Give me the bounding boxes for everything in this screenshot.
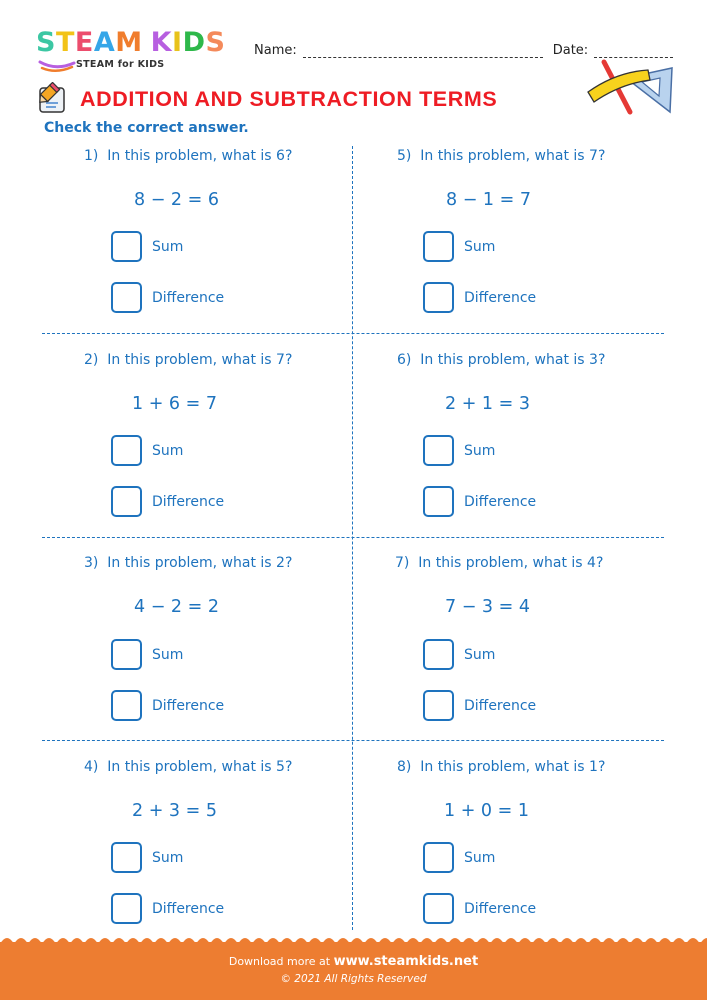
option-difference[interactable] — [111, 893, 224, 924]
problem-question: In this problem, what is 5? — [107, 759, 293, 775]
logo-wordmark — [36, 28, 225, 58]
option-label: Sum — [464, 646, 496, 663]
option-label: Sum — [464, 442, 496, 459]
difference-checkbox[interactable] — [111, 486, 142, 517]
problem-2 — [84, 352, 384, 552]
problem-question: In this problem, what is 1? — [420, 759, 606, 775]
option-sum[interactable] — [423, 842, 495, 873]
sum-checkbox[interactable] — [423, 842, 454, 873]
problem-number: 6) — [397, 352, 412, 368]
name-date-fields — [254, 38, 673, 58]
option-label: Difference — [152, 289, 225, 306]
problem-question: In this problem, what is 2? — [107, 555, 293, 571]
problem-5 — [397, 148, 697, 348]
logo-letter: S — [205, 27, 226, 58]
date-label: Date: — [552, 43, 589, 58]
problem-8 — [397, 759, 697, 959]
question-text — [397, 148, 605, 164]
option-difference[interactable] — [111, 486, 224, 517]
date-field[interactable] — [594, 46, 673, 58]
problem-number: 5) — [397, 148, 412, 164]
problem-equation: 2 + 3 = 5 — [132, 801, 217, 821]
footer-copyright: © 2021 All Rights Reserved — [280, 973, 427, 985]
problem-3 — [84, 555, 384, 755]
difference-checkbox[interactable] — [423, 690, 454, 721]
problem-6 — [397, 352, 697, 552]
instruction-text: Check the correct answer. — [44, 120, 249, 136]
problem-question: In this problem, what is 4? — [418, 555, 604, 571]
logo-letter: A — [93, 27, 116, 58]
option-sum[interactable] — [423, 435, 495, 466]
option-difference[interactable] — [423, 486, 536, 517]
name-field[interactable] — [303, 46, 543, 58]
problem-equation: 8 − 2 = 6 — [134, 190, 219, 210]
logo-letter: D — [182, 27, 206, 58]
option-label: Sum — [152, 238, 184, 255]
ruler-pencil-triangle-icon — [586, 58, 676, 118]
problem-question: In this problem, what is 3? — [420, 352, 606, 368]
problem-1 — [84, 148, 384, 348]
option-label: Difference — [464, 493, 537, 510]
footer-scallop-edge — [0, 934, 707, 944]
logo-tagline: STEAM for KIDS — [76, 59, 165, 70]
problem-7 — [395, 555, 695, 755]
option-label: Difference — [152, 900, 225, 917]
option-sum[interactable] — [423, 231, 495, 262]
difference-checkbox[interactable] — [423, 893, 454, 924]
problem-number: 1) — [84, 148, 99, 164]
option-label: Difference — [464, 900, 537, 917]
problem-number: 8) — [397, 759, 412, 775]
question-text — [84, 148, 292, 164]
worksheet-title: ADDITION AND SUBTRACTION TERMS — [80, 86, 498, 111]
sum-checkbox[interactable] — [111, 639, 142, 670]
problem-equation: 8 − 1 = 7 — [446, 190, 531, 210]
difference-checkbox[interactable] — [111, 282, 142, 313]
option-sum[interactable] — [111, 435, 183, 466]
logo-letter: K — [150, 27, 173, 58]
question-text — [84, 759, 292, 775]
option-difference[interactable] — [423, 282, 536, 313]
difference-checkbox[interactable] — [423, 282, 454, 313]
problem-equation: 4 − 2 = 2 — [134, 597, 219, 617]
problem-equation: 2 + 1 = 3 — [445, 394, 530, 414]
question-text — [395, 555, 603, 571]
option-label: Difference — [152, 697, 225, 714]
problem-question: In this problem, what is 7? — [420, 148, 606, 164]
option-label: Difference — [152, 493, 225, 510]
download-text: Download more at — [228, 955, 334, 968]
problem-number: 3) — [84, 555, 99, 571]
option-label: Sum — [464, 238, 496, 255]
option-sum[interactable] — [423, 639, 495, 670]
problem-equation: 1 + 6 = 7 — [132, 394, 217, 414]
problem-number: 7) — [395, 555, 410, 571]
sum-checkbox[interactable] — [111, 435, 142, 466]
option-difference[interactable] — [423, 893, 536, 924]
difference-checkbox[interactable] — [111, 690, 142, 721]
option-sum[interactable] — [111, 231, 183, 262]
option-sum[interactable] — [111, 842, 183, 873]
sum-checkbox[interactable] — [423, 639, 454, 670]
question-text — [84, 352, 292, 368]
sum-checkbox[interactable] — [111, 842, 142, 873]
title-row — [36, 82, 497, 116]
logo-letter: E — [74, 27, 94, 58]
option-label: Sum — [464, 849, 496, 866]
logo-letter: T — [55, 27, 75, 58]
worksheet-pencil-icon — [36, 82, 70, 116]
option-sum[interactable] — [111, 639, 183, 670]
problem-equation: 1 + 0 = 1 — [444, 801, 529, 821]
problem-number: 4) — [84, 759, 99, 775]
problem-question: In this problem, what is 6? — [107, 148, 293, 164]
sum-checkbox[interactable] — [423, 231, 454, 262]
option-label: Sum — [152, 849, 184, 866]
logo-swoosh-icon — [38, 59, 76, 73]
question-text — [84, 555, 292, 571]
option-label: Difference — [464, 697, 537, 714]
option-difference[interactable] — [111, 690, 224, 721]
logo-letter: I — [172, 27, 183, 58]
steam-kids-logo — [36, 28, 236, 76]
problem-question: In this problem, what is 7? — [107, 352, 293, 368]
difference-checkbox[interactable] — [111, 893, 142, 924]
website-link[interactable]: www.steamkids.net — [333, 954, 479, 969]
difference-checkbox[interactable] — [423, 486, 454, 517]
problem-number: 2) — [84, 352, 99, 368]
footer-download — [0, 954, 707, 969]
logo-letter: S — [36, 27, 56, 58]
option-label: Sum — [152, 442, 184, 459]
option-label: Difference — [464, 289, 537, 306]
sum-checkbox[interactable] — [111, 231, 142, 262]
footer — [0, 942, 707, 1000]
option-difference[interactable] — [111, 282, 224, 313]
problem-equation: 7 − 3 = 4 — [445, 597, 530, 617]
option-difference[interactable] — [423, 690, 536, 721]
sum-checkbox[interactable] — [423, 435, 454, 466]
problem-4 — [84, 759, 384, 959]
option-label: Sum — [152, 646, 184, 663]
question-text — [397, 352, 605, 368]
question-text — [397, 759, 605, 775]
logo-letter: M — [115, 27, 143, 58]
name-label: Name: — [254, 43, 297, 58]
